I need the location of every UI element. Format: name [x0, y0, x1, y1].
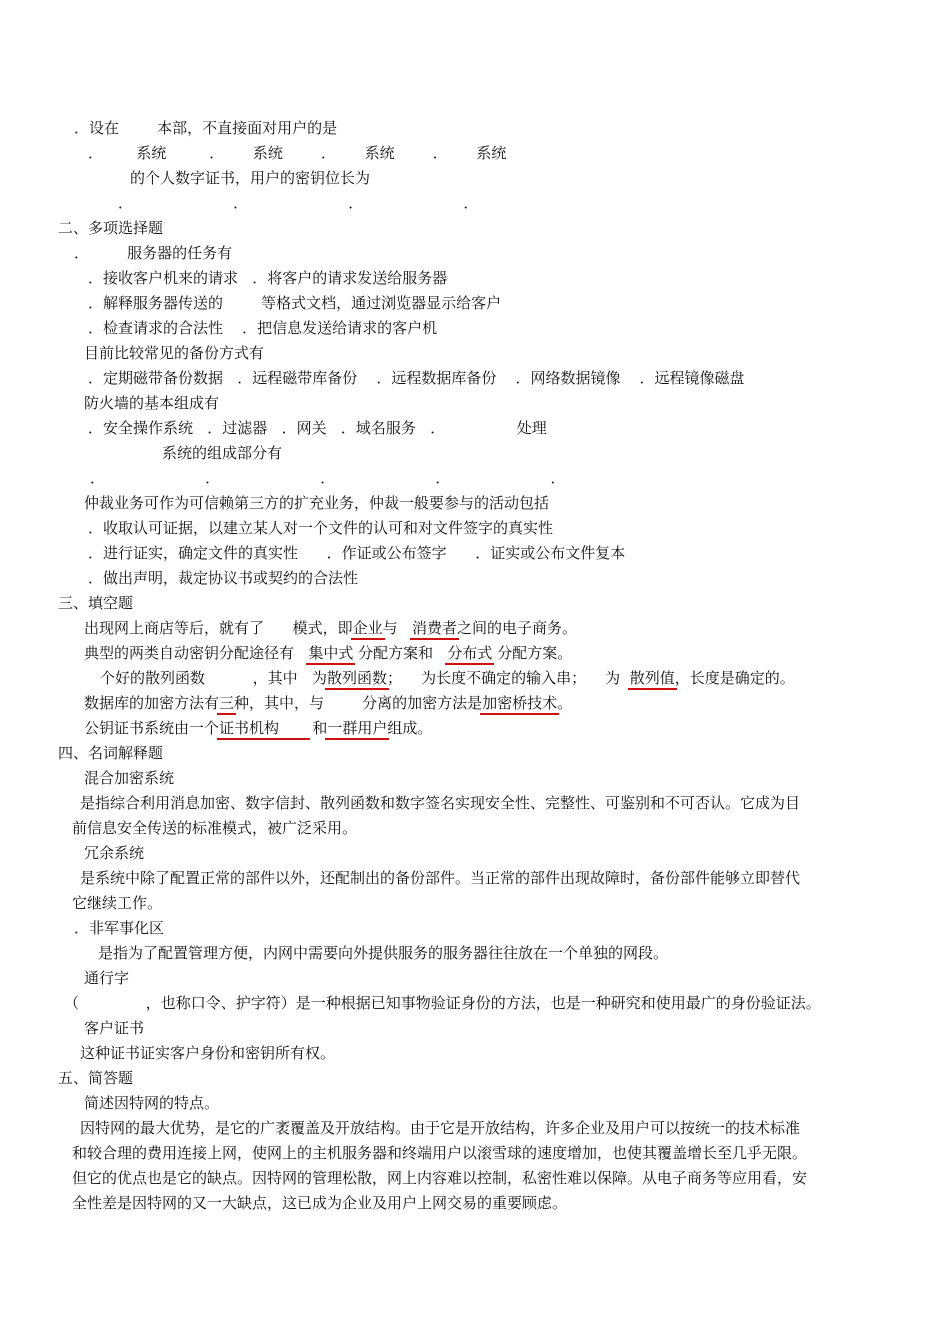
term-heading: 混合加密系统	[84, 769, 175, 787]
definition-line: 是系统中除了配置正常的部件以外，还配制出的备份部件。当正常的部件出现故障时，备份部件能够立即替代	[80, 869, 801, 887]
definition-line: 前信息安全传送的标准模式，被广泛采用。	[72, 819, 358, 837]
answer-underlined: 散列函数	[327, 669, 388, 687]
answer-line: 和较合理的费用连接上网，使网上的主机服务器和终端用户以滚雪球的速度增加，也使其覆盖增长至几乎无限。	[72, 1144, 808, 1162]
question-line: 仲裁业务可作为可信赖第三方的扩充业务，仲裁一般要参与的活动包括	[84, 494, 550, 512]
option-line: ． ． ． ．	[118, 194, 479, 212]
section-heading: 三、填空题	[58, 594, 134, 612]
answer-line: 但它的优点也是它的缺点。因特网的管理松散，网上内容难以控制，私密性难以保障。从电子商务等应用看，安	[72, 1169, 808, 1187]
section-heading: 二、多项选择题	[58, 219, 164, 237]
definition-line: 是指综合利用消息加密、数字信封、散列函数和数字签名实现安全性、完整性、可鉴别和不可否认。它成为目	[80, 794, 801, 812]
option-line: ．检查请求的合法性 ．把信息发送给请求的客户机	[88, 319, 438, 337]
option-line: ．做出声明，裁定协议书或契约的合法性	[88, 569, 359, 587]
definition-line: 这种证书证实客户身份和密钥所有权。	[80, 1044, 336, 1062]
answer-underlined: 三	[219, 694, 235, 712]
term-heading: 冗余系统	[84, 844, 145, 862]
section-heading: 五、简答题	[58, 1069, 134, 1087]
question-line: 系统的组成部分有	[162, 444, 283, 462]
answer-underlined: 加密桥技术	[482, 694, 558, 712]
option-line: ．解释服务器传送的 等格式文档，通过浏览器显示给客户	[88, 294, 502, 312]
option-line: ．收取认可证据，以建立某人对一个文件的认可和对文件签字的真实性	[88, 519, 554, 537]
option-line: ．进行证实，确定文件的真实性 ．作证或公布签字 ．证实或公布文件复本	[88, 544, 626, 562]
option-line: ． ． ． ． ．	[90, 469, 566, 487]
answer-underlined: 企业	[352, 619, 383, 637]
answer-underlined: 分布式	[447, 644, 493, 662]
answer-line: 因特网的最大优势，是它的广袤覆盖及开放结构。由于它是开放结构，许多企业及用户可以按统一的技术标准	[80, 1119, 801, 1137]
fill-blank-line: 公钥证书系统由一个证书机构 和一群用户组成。	[84, 719, 433, 737]
term-heading: ．非军事化区	[74, 919, 165, 937]
fill-blank-line: 个好的散列函数 ，其中 为散列函数； 为长度不确定的输入串； 为 散列值，长度是确定的。	[100, 669, 795, 687]
fill-blank-line: 典型的两类自动密钥分配途径有 集中式 分配方案和 分布式 分配方案。	[84, 644, 573, 662]
question-line: 防火墙的基本组成有	[84, 394, 220, 412]
text-line: ．设在 本部，不直接面对用户的是	[74, 119, 338, 137]
answer-underlined: 一群用户	[327, 719, 388, 737]
question-line: ． 服务器的任务有	[74, 244, 233, 262]
question-line: 目前比较常见的备份方式有	[84, 344, 265, 362]
option-line: ．接收客户机来的请求 ．将客户的请求发送给服务器	[88, 269, 448, 287]
definition-line: 它继续工作。	[72, 894, 163, 912]
term-heading: 客户证书	[84, 1019, 145, 1037]
section-heading: 四、名词解释题	[58, 744, 164, 762]
answer-underlined: 集中式	[308, 644, 354, 662]
text-line: 的个人数字证书，用户的密钥位长为	[130, 169, 371, 187]
option-line: ． 系统 ． 系统 ． 系统 ． 系统	[88, 144, 507, 162]
answer-underlined: 散列值	[629, 669, 675, 687]
answer-underlined: 消费者	[411, 619, 457, 637]
definition-line: （ ，也称口令、护字符）是一种根据已知事物验证身份的方法，也是一种研究和使用最广的身份验证法。	[64, 994, 821, 1012]
definition-line: 是指为了配置管理方便，内网中需要向外提供服务的服务器往往放在一个单独的网段。	[98, 944, 669, 962]
question-line: 简述因特网的特点。	[84, 1094, 220, 1112]
fill-blank-line: 出现网上商店等后，就有了 模式，即企业与 消费者之间的电子商务。	[84, 619, 577, 637]
answer-underlined: 证书机构	[219, 719, 308, 737]
answer-line: 全性差是因特网的又一大缺点，这已成为企业及用户上网交易的重要顾虑。	[72, 1194, 568, 1212]
term-heading: 通行字	[84, 969, 130, 987]
option-line: ．安全操作系统 ．过滤器 ．网关 ．域名服务 ． 处理	[88, 419, 547, 437]
option-line: ．定期磁带备份数据 ．远程磁带库备份 ．远程数据库备份 ．网络数据镜像 ．远程镜像磁盘	[88, 369, 745, 387]
fill-blank-line: 数据库的加密方法有三种，其中，与 分离的加密方法是加密桥技术。	[84, 694, 573, 712]
